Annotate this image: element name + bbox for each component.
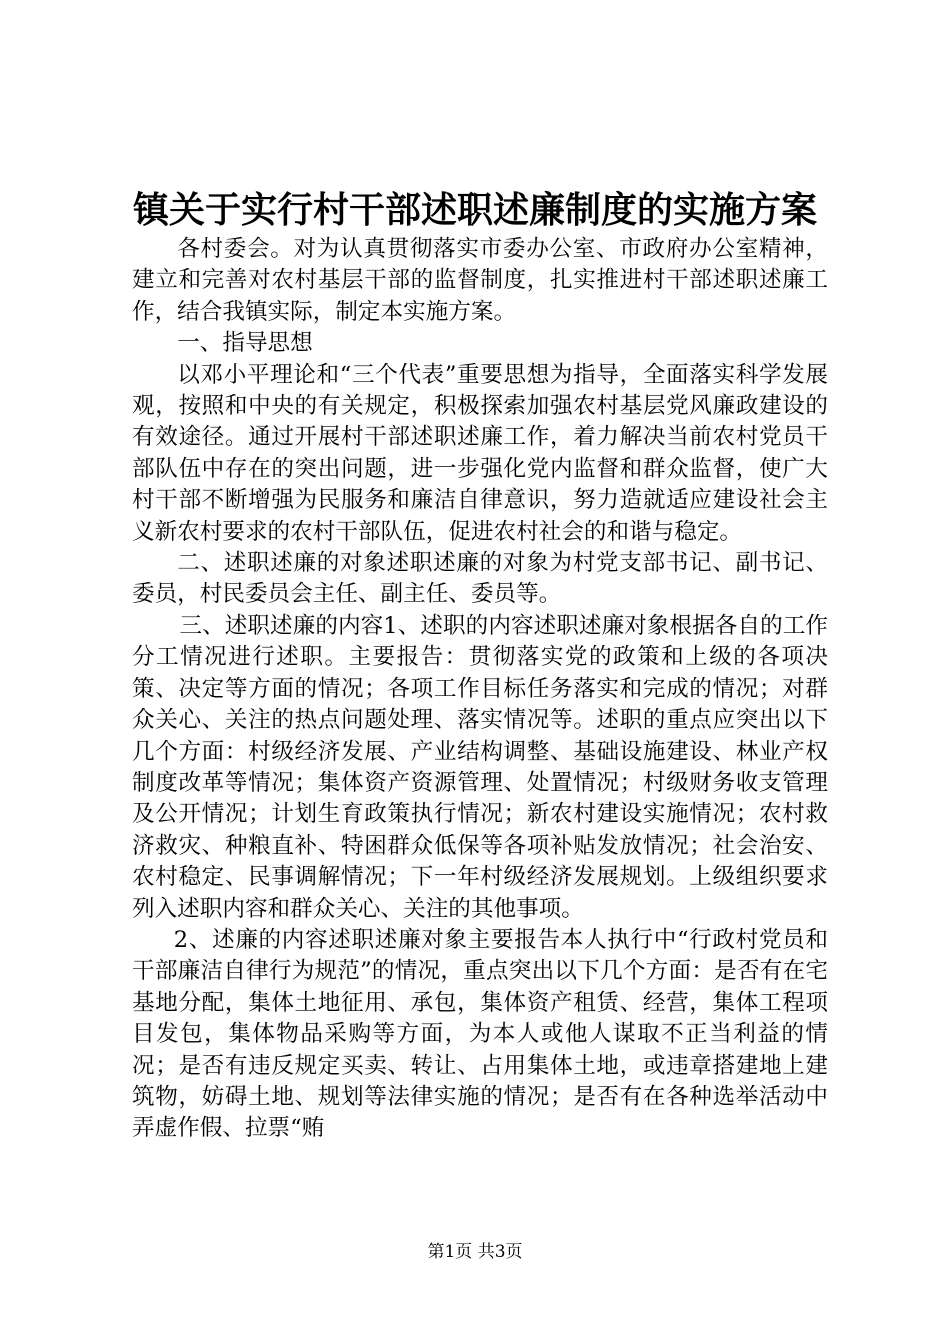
paragraph-subjects: 二、述职述廉的对象述职述廉的对象为村党支部书记、副书记、委员，村民委员会主任、副主任、委员等。 bbox=[132, 550, 828, 608]
heading-guiding-ideology: 一、指导思想 bbox=[177, 330, 313, 357]
paragraph-content-integrity-report: 2、述廉的内容述职述廉对象主要报告本人执行中“行政村党员和干部廉洁自律行为规范”的情况，重点突出以下几个方面：是否有在宅基地分配，集体土地征用、承包，集体资产租赁、经营，集体工程项目发包，集体物品采购等方面，为本人或他人谋取不正当利益的情况；是否有违反规定买卖、转让、占用集体土地，或违章搭建地上建筑物，妨碍土地、规划等法律实施的情况；是否有在各种选举活动中弄虚作假、拉票“贿 bbox=[132, 926, 828, 1142]
page-footer: 第1页 共3页 bbox=[427, 1242, 523, 1262]
paragraph-content-duty-report: 三、述职述廉的内容1、述职的内容述职述廉对象根据各自的工作分工情况进行述职。主要报告：贯彻落实党的政策和上级的各项决策、决定等方面的情况；各项工作目标任务落实和完成的情况；对群众关心、关注的热点问题处理、落实情况等。述职的重点应突出以下几个方面：村级经济发展、产业结构调整、基础设施建设、林业产权制度改革等情况；集体资产资源管理、处置情况；村级财务收支管理及公开情况；计划生育政策执行情况；新农村建设实施情况；农村救济救灾、种粮直补、特困群众低保等各项补贴发放情况；社会治安、农村稳定、民事调解情况；下一年村级经济发展规划。上级组织要求列入述职内容和群众关心、关注的其他事项。 bbox=[132, 612, 828, 922]
paragraph-intro: 各村委会。对为认真贯彻落实市委办公室、市政府办公室精神，建立和完善对农村基层干部的监督制度，扎实推进村干部述职述廉工作，结合我镇实际，制定本实施方案。 bbox=[132, 236, 828, 325]
paragraph-guiding-ideology: 以邓小平理论和“三个代表”重要思想为指导，全面落实科学发展观，按照和中央的有关规定，积极探索加强农村基层党风廉政建设的有效途径。通过开展村干部述职述廉工作，着力解决当前农村党员干部队伍中存在的突出问题，进一步强化党内监督和群众监督，使广大村干部不断增强为民服务和廉洁自律意识，努力造就适应建设社会主义新农村要求的农村干部队伍，促进农村社会的和谐与稳定。 bbox=[132, 361, 828, 545]
document-body bbox=[132, 234, 828, 1145]
document-title: 镇关于实行村干部述职述廉制度的实施方案 bbox=[132, 189, 817, 231]
